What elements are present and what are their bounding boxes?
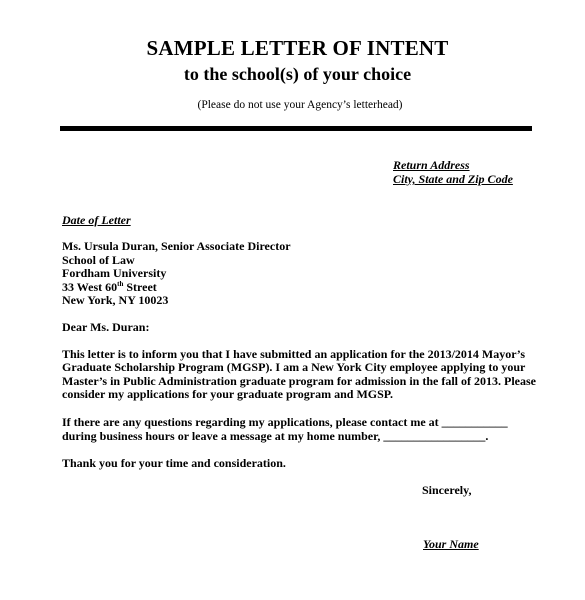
- header-divider: [60, 126, 532, 131]
- recipient-department: School of Law: [62, 253, 135, 267]
- return-address-line1: Return Address: [393, 158, 470, 172]
- paragraph-2-line-1: If there are any questions regarding my applications, please contact me at ___________: [62, 415, 508, 429]
- letterhead-note: (Please do not use your Agency’s letterhead): [197, 99, 403, 111]
- letter-date: Date of Letter: [62, 213, 131, 227]
- recipient-name: Ms. Ursula Duran, Senior Associate Director: [62, 239, 291, 253]
- paragraph-3: Thank you for your time and consideration.: [62, 456, 286, 470]
- letter-subtitle: to the school(s) of your choice: [183, 64, 412, 84]
- recipient-city: New York, NY 10023: [62, 293, 169, 307]
- paragraph-1-line-3: Master’s in Public Administration graduate program for admission in the fall of 2013. Please: [62, 374, 536, 388]
- return-address-line2: City, State and Zip Code: [393, 172, 513, 186]
- paragraph-1-line-1: This letter is to inform you that I have submitted an application for the 2013/2014 Mayor’s: [62, 347, 525, 361]
- recipient-organization: Fordham University: [62, 266, 167, 280]
- closing: Sincerely,: [422, 483, 472, 497]
- paragraph-1-line-2: Graduate Scholarship Program (MGSP). I am a New York City employee applying to your: [62, 360, 526, 374]
- recipient-street: 33 West 60th Street: [62, 280, 157, 294]
- signature: Your Name: [423, 537, 479, 551]
- letter-title: SAMPLE LETTER OF INTENT: [146, 36, 449, 60]
- salutation: Dear Ms. Duran:: [62, 320, 150, 334]
- paragraph-1-line-4: consider my applications for your graduate program and MGSP.: [62, 387, 394, 401]
- paragraph-2-line-2: during business hours or leave a message at my home number, _________________.: [62, 429, 489, 443]
